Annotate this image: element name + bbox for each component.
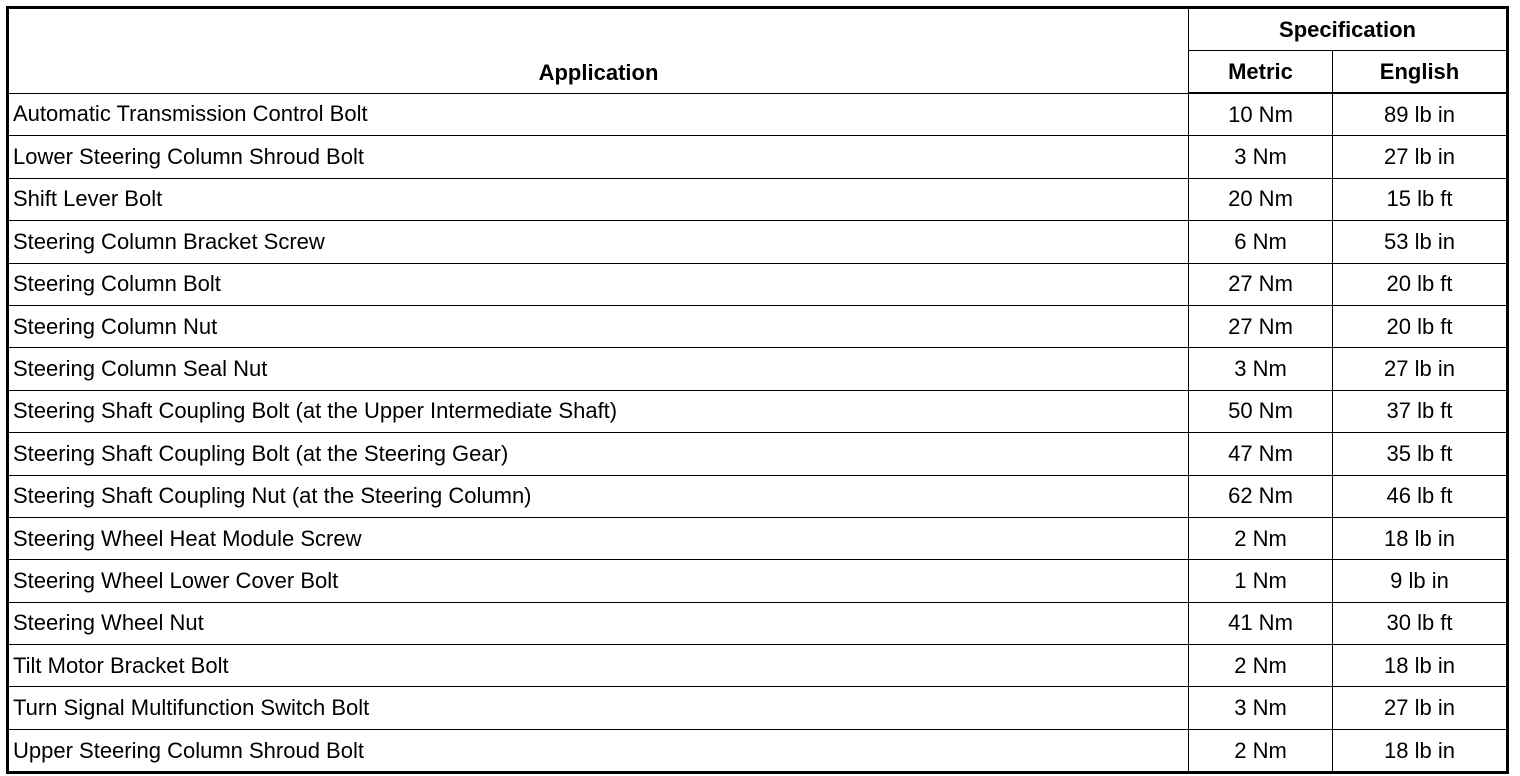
application-cell: Steering Shaft Coupling Nut (at the Steering Column) [8,475,1189,517]
english-header: English [1333,51,1508,94]
metric-cell: 2 Nm [1189,729,1333,772]
table-row [8,475,1508,517]
application-cell: Steering Wheel Nut [8,602,1189,644]
table-row [8,221,1508,263]
metric-cell: 3 Nm [1189,348,1333,390]
table-row [8,602,1508,644]
english-cell: 27 lb in [1333,348,1508,390]
header-row-top [8,8,1508,51]
english-cell: 18 lb in [1333,729,1508,772]
table-row [8,645,1508,687]
application-cell: Steering Column Bolt [8,263,1189,305]
table-row [8,93,1508,136]
application-cell: Upper Steering Column Shroud Bolt [8,729,1189,772]
english-cell: 37 lb ft [1333,390,1508,432]
english-cell: 89 lb in [1333,93,1508,136]
table-row [8,390,1508,432]
application-cell: Steering Shaft Coupling Bolt (at the Upper Intermediate Shaft) [8,390,1189,432]
english-cell: 20 lb ft [1333,305,1508,347]
metric-cell: 3 Nm [1189,136,1333,178]
table-row [8,687,1508,729]
table-row [8,178,1508,220]
specification-header: Specification [1189,8,1508,51]
metric-cell: 3 Nm [1189,687,1333,729]
metric-cell: 10 Nm [1189,93,1333,136]
metric-cell: 1 Nm [1189,560,1333,602]
metric-cell: 27 Nm [1189,305,1333,347]
table-row [8,560,1508,602]
table-row [8,263,1508,305]
metric-cell: 41 Nm [1189,602,1333,644]
english-cell: 18 lb in [1333,645,1508,687]
metric-cell: 27 Nm [1189,263,1333,305]
table-row [8,305,1508,347]
table-row [8,433,1508,475]
english-cell: 27 lb in [1333,136,1508,178]
table-row [8,729,1508,772]
application-cell: Automatic Transmission Control Bolt [8,93,1189,136]
english-cell: 35 lb ft [1333,433,1508,475]
application-cell: Turn Signal Multifunction Switch Bolt [8,687,1189,729]
english-cell: 27 lb in [1333,687,1508,729]
application-cell: Steering Column Bracket Screw [8,221,1189,263]
table-row [8,136,1508,178]
english-cell: 9 lb in [1333,560,1508,602]
application-cell: Tilt Motor Bracket Bolt [8,645,1189,687]
application-cell: Steering Wheel Lower Cover Bolt [8,560,1189,602]
metric-cell: 47 Nm [1189,433,1333,475]
application-cell: Steering Column Seal Nut [8,348,1189,390]
metric-cell: 2 Nm [1189,517,1333,559]
english-cell: 18 lb in [1333,517,1508,559]
application-cell: Steering Shaft Coupling Bolt (at the Steering Gear) [8,433,1189,475]
metric-cell: 50 Nm [1189,390,1333,432]
table-row [8,348,1508,390]
table-header [8,8,1508,94]
application-cell: Lower Steering Column Shroud Bolt [8,136,1189,178]
application-cell: Shift Lever Bolt [8,178,1189,220]
english-cell: 53 lb in [1333,221,1508,263]
metric-cell: 20 Nm [1189,178,1333,220]
metric-cell: 62 Nm [1189,475,1333,517]
english-cell: 30 lb ft [1333,602,1508,644]
metric-cell: 6 Nm [1189,221,1333,263]
application-header: Application [8,8,1189,94]
metric-cell: 2 Nm [1189,645,1333,687]
application-cell: Steering Column Nut [8,305,1189,347]
table-row [8,517,1508,559]
english-cell: 20 lb ft [1333,263,1508,305]
application-cell: Steering Wheel Heat Module Screw [8,517,1189,559]
english-cell: 46 lb ft [1333,475,1508,517]
table-body [8,93,1508,773]
metric-header: Metric [1189,51,1333,94]
torque-spec-table [6,6,1509,774]
english-cell: 15 lb ft [1333,178,1508,220]
